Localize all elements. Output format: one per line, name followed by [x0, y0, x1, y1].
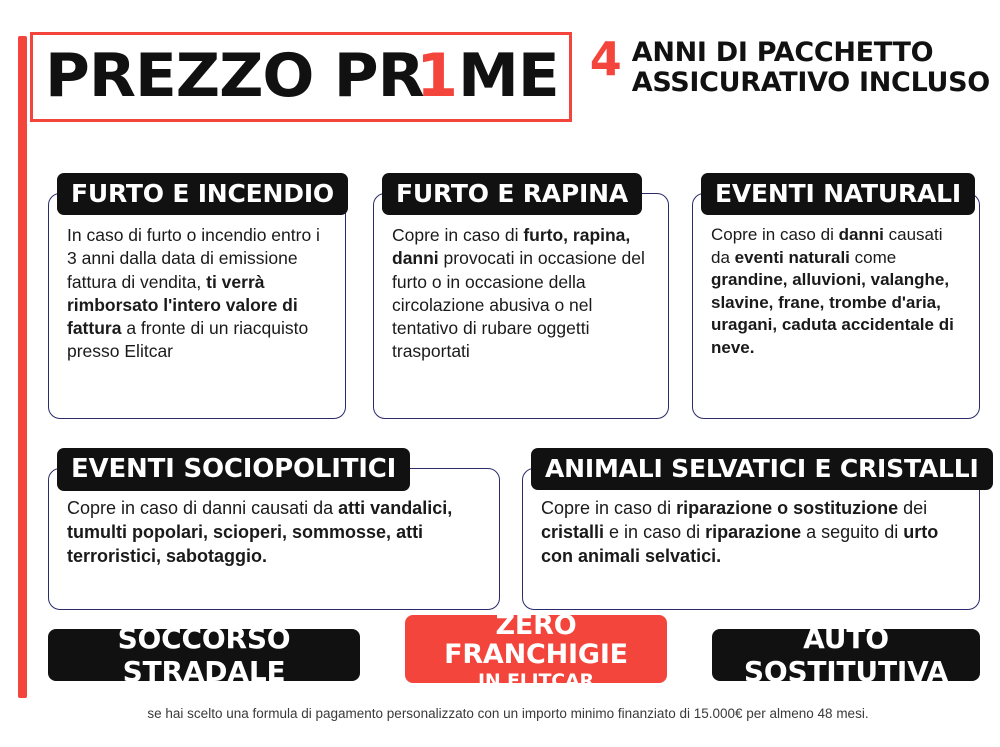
- card-animali-selvatici-e-cristalli: [522, 454, 980, 610]
- card-title: EVENTI SOCIOPOLITICI: [57, 448, 410, 491]
- card-title: FURTO E RAPINA: [382, 173, 642, 215]
- poster-header: [30, 32, 990, 122]
- card-furto-e-incendio: [48, 179, 346, 419]
- red-accent-rail: [18, 36, 27, 698]
- card-furto-e-rapina: [373, 179, 669, 419]
- badge-label: ZERO FRANCHIGIE: [444, 610, 628, 670]
- header-subtitle: [632, 38, 990, 98]
- card-title: ANIMALI SELVATICI E CRISTALLI: [531, 448, 993, 490]
- card-body: In caso di furto o incendio entro i 3 anni dalla data di emissione fattura di vendita, ti verrà rimborsato l'intero valore di fattura a fronte di un riacquisto presso Elitcar: [67, 225, 320, 362]
- badge-soccorso-stradale: [48, 622, 360, 688]
- card-eventi-naturali: [692, 179, 980, 419]
- footnote: se hai scelto una formula di pagamento personalizzato con un importo minimo finanziato di 15.000€ per almeno 48 mesi.: [147, 706, 869, 721]
- badge-label: SOCCORSO STRADALE: [117, 622, 291, 688]
- card-body: Copre in caso di danni causati da eventi naturali come grandine, alluvioni, valanghe, slavine, frane, trombe d'aria, uragani, caduta accidentale di neve.: [711, 225, 954, 358]
- badge-label: AUTO SOSTITUTIVA: [743, 622, 949, 688]
- header-subtitle-line1: ANNI DI PACCHETTO: [631, 37, 934, 68]
- card-title: FURTO E INCENDIO: [57, 173, 348, 215]
- page-title: PREZZO PR: [45, 41, 424, 111]
- years-number: 4: [589, 32, 622, 86]
- title-tail: ME: [458, 41, 559, 111]
- badge-sublabel: IN ELITCAR: [478, 669, 594, 692]
- card-eventi-sociopolitici: [48, 454, 500, 610]
- badge-auto-sostitutiva: [712, 622, 980, 688]
- card-body: Copre in caso di furto, rapina, danni provocati in occasione del furto o in occasione della circolazione abusiva o nel tentativo di rubare oggetti trasportati: [392, 225, 645, 362]
- header-subtitle-line2: ASSICURATIVO INCLUSO: [631, 67, 990, 99]
- card-title: EVENTI NATURALI: [701, 173, 975, 215]
- card-body: Copre in caso di riparazione o sostituzione dei cristalli e in caso di riparazione a seguito di urto con animali selvatici.: [541, 498, 939, 566]
- header-subtitle-group: [589, 32, 990, 99]
- card-body: Copre in caso di danni causati da atti vandalici, tumulti popolari, scioperi, sommosse, atti terroristici, sabotaggio.: [67, 498, 453, 566]
- title-one-digit: 1: [416, 41, 458, 111]
- title-box: [30, 32, 572, 122]
- badge-zero-franchigie: [405, 610, 667, 692]
